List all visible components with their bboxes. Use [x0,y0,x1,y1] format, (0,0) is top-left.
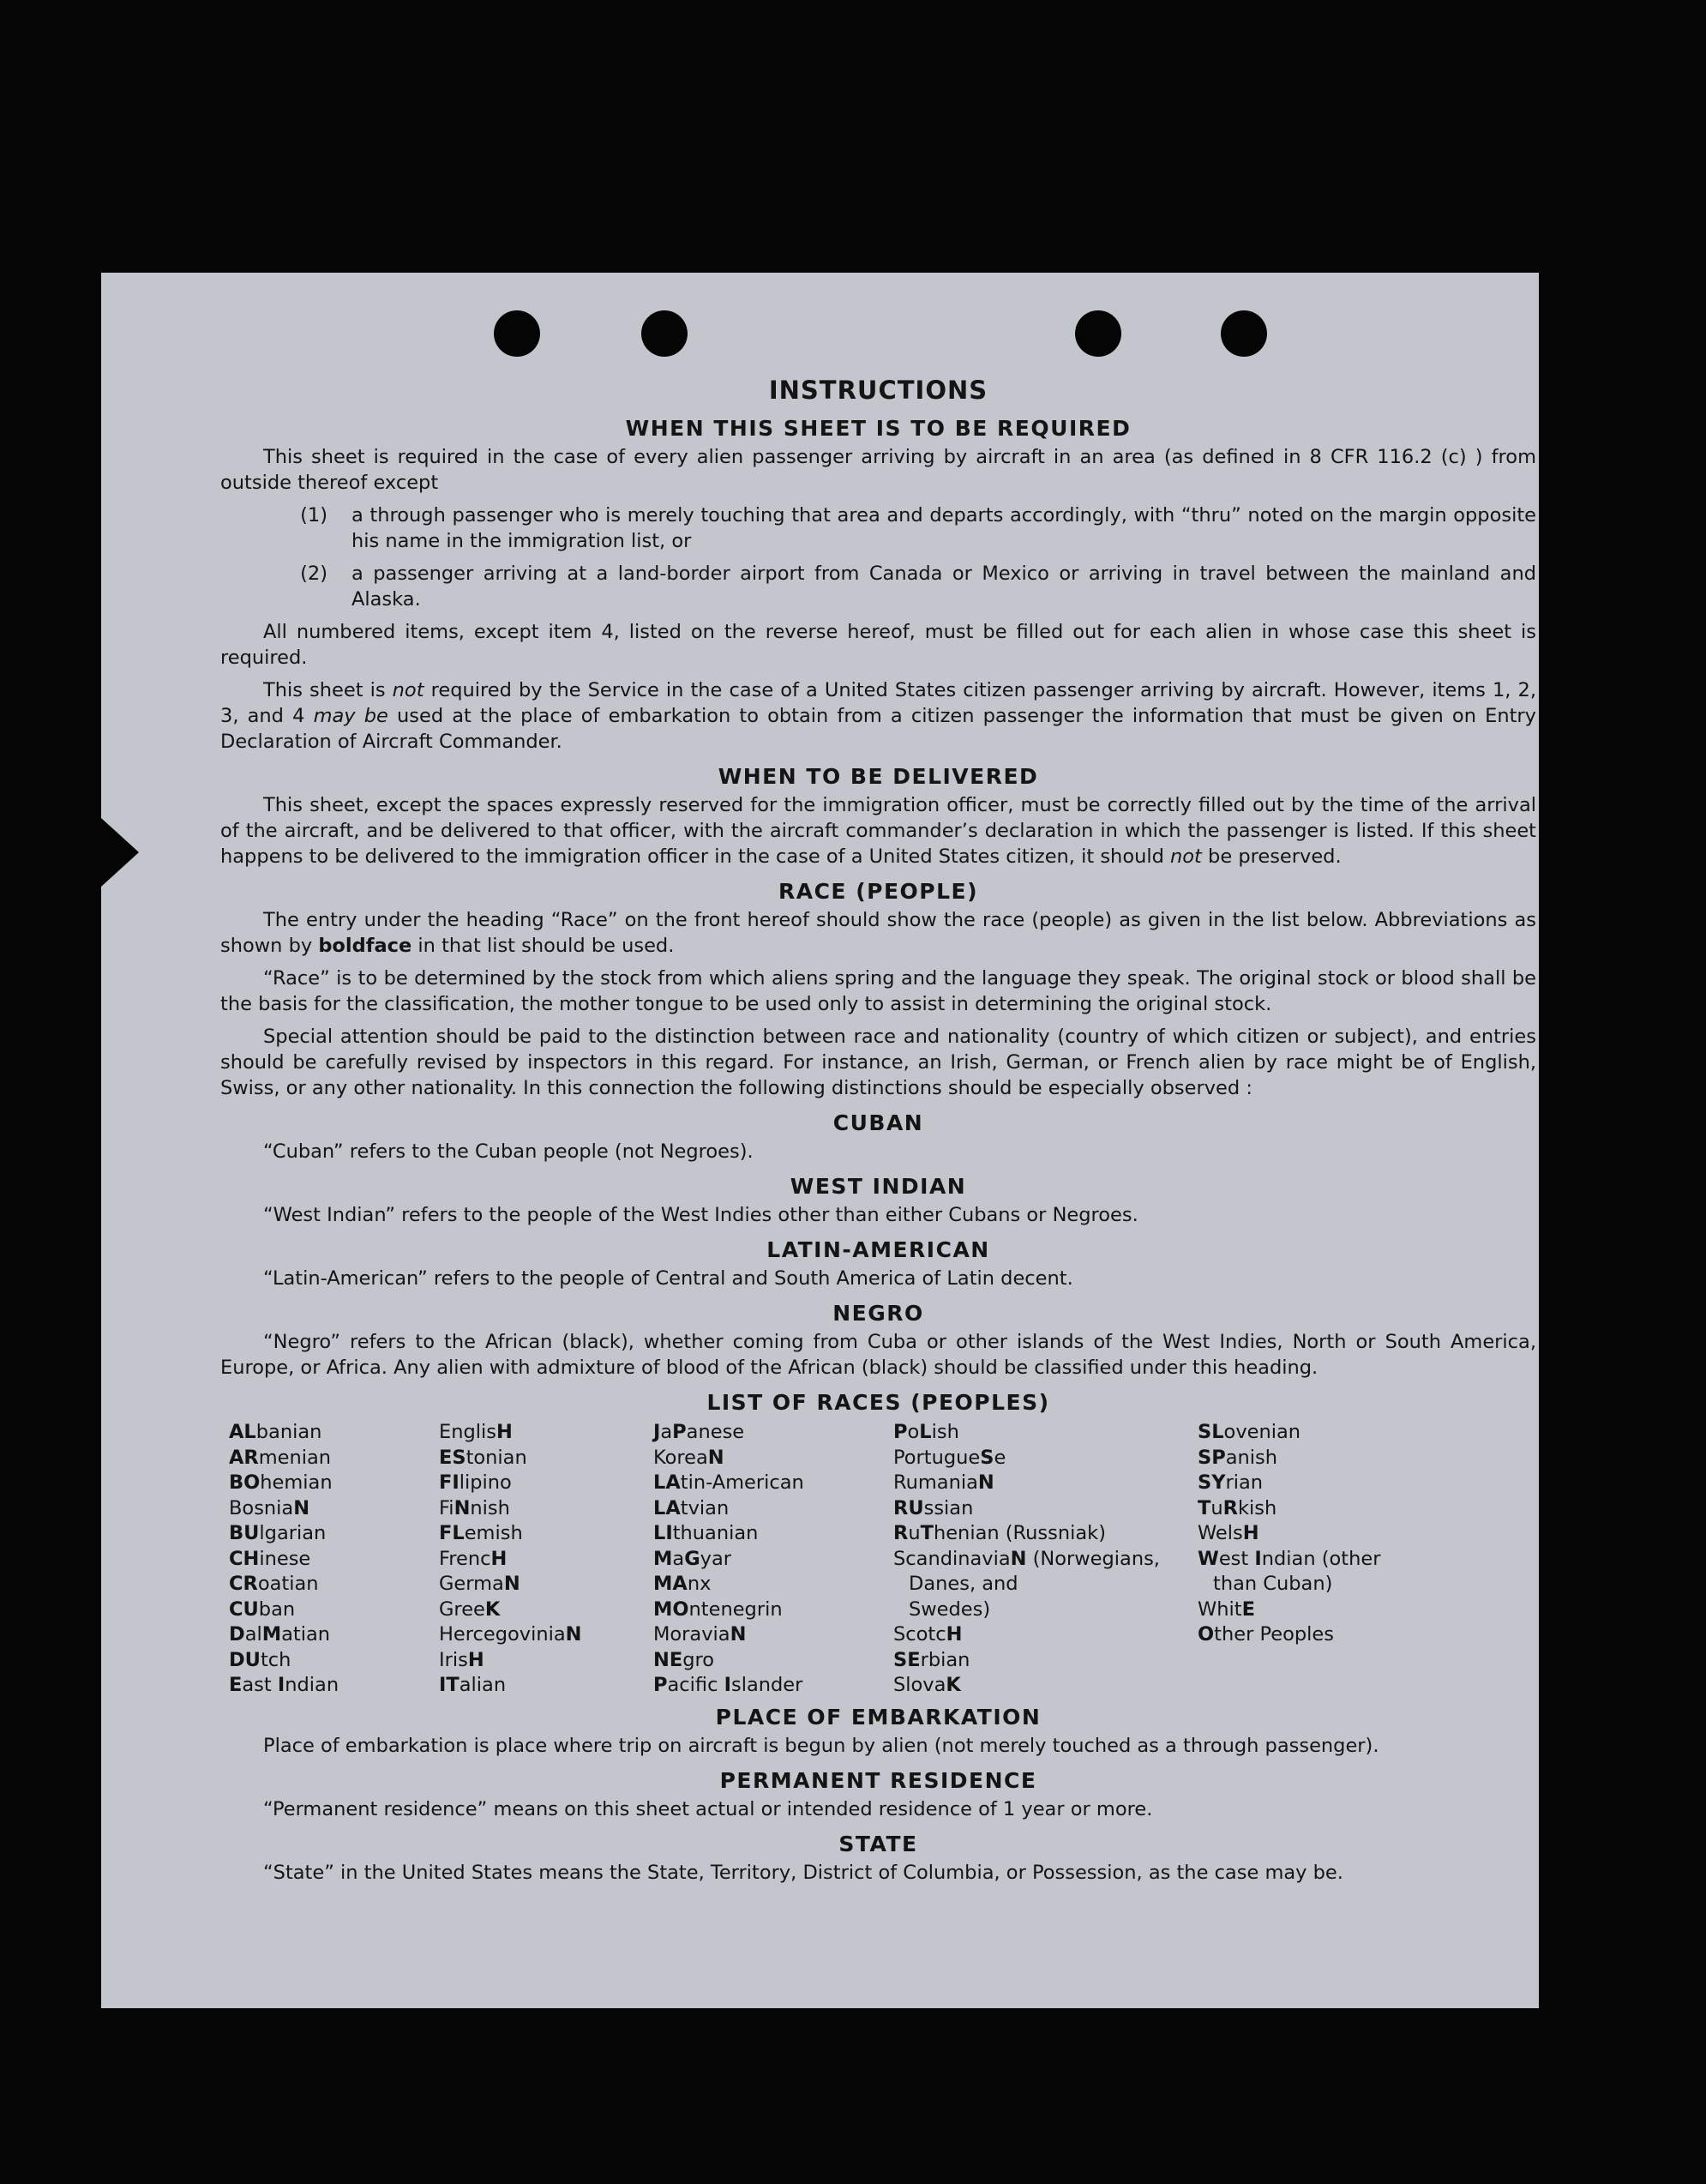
race-entry [1198,1622,1412,1648]
paragraph [220,792,1536,869]
race-text: Whit [1198,1597,1242,1621]
race-text: e [994,1446,1006,1469]
race-entry [653,1673,893,1699]
race-entry [653,1471,893,1496]
race-text: LA [653,1471,681,1494]
race-entry [229,1622,439,1648]
race-text: D [229,1623,245,1646]
race-text: NE [653,1648,683,1671]
paragraph [220,677,1536,755]
race-text: ast [242,1674,278,1696]
race-text: Danes, and [909,1573,1018,1595]
race-entry [439,1547,653,1573]
race-text: CU [229,1597,259,1621]
paragraph: “Latin-American” refers to the people of Central and South America of Latin decent. [263,1267,1073,1290]
race-text: S [980,1446,994,1469]
race-text: est [1218,1547,1255,1570]
race-text: lgarian [259,1522,327,1544]
race-text: Englis [439,1421,496,1443]
race-entry [439,1597,653,1623]
text-run: not [392,679,424,701]
race-text: IT [439,1674,460,1696]
race-entry [1198,1446,1412,1471]
heading-embarkation: PLACE OF EMBARKATION [715,1704,1042,1730]
race-text: menian [258,1446,332,1469]
punch-hole [1075,310,1121,357]
race-entry [893,1673,1198,1699]
text-run: be preserved. [1201,845,1342,868]
punch-hole [641,310,688,357]
race-text: a [672,1547,685,1570]
race-entry [439,1648,653,1674]
item-text: a passenger arriving at a land-border airport from Canada or Mexico or arriving in travel between the mainland and Alaska. [351,563,1536,611]
paragraph: “Permanent residence” means on this sheet actual or intended residence of 1 year or more. [263,1797,1153,1820]
race-text: N [1010,1547,1027,1570]
race-text: tch [260,1648,291,1671]
race-text: Hercegovinia [439,1623,566,1646]
race-text: ban [258,1597,296,1621]
paragraph: “Negro” refers to the African (black), whether coming from Cuba or other islands of the West Indies, North or South America, Europe, or Africa. Any alien with admixture of blood of the African (black) should be classified under this heading. [220,1331,1536,1379]
race-text: Scandinavia [893,1547,1011,1570]
text-run: The entry under the heading “Race” on the front hereof should show the race (people) as given in the list below. Abbreviations as shown by [220,909,1536,957]
races-column [653,1420,893,1699]
race-text: Korea [653,1446,708,1469]
race-text: G [684,1547,700,1570]
text-run: used at the place of embarkation to obtain from a citizen passenger the information that must be given on Entry Declaration of Aircraft Commander. [220,705,1536,753]
paragraph: This sheet is required in the case of every alien passenger arriving by aircraft in an area (as defined in 8 CFR 116.2 (c) ) from outside thereof except [220,446,1536,494]
paragraph: “West Indian” refers to the people of the West Indies other than either Cubans or Negroes. [263,1204,1138,1226]
race-entry [893,1420,1198,1446]
race-text: T [1198,1496,1211,1519]
heading-latin-american: LATIN-AMERICAN [766,1237,990,1262]
race-text: ntenegrin [688,1597,783,1621]
race-text: Swedes) [909,1597,991,1621]
heading-negro: NEGRO [832,1301,924,1326]
race-text: N [293,1496,310,1519]
race-text: ish [931,1421,959,1443]
race-text: slander [730,1674,803,1696]
race-text: ovenian [1223,1421,1301,1443]
race-text: anese [686,1421,745,1443]
race-text: gro [682,1648,715,1671]
race-text: P [672,1421,687,1443]
race-text: SE [893,1648,921,1671]
text-run: in that list should be used. [411,935,675,957]
race-entry [653,1622,893,1648]
race-entry [653,1572,893,1597]
race-text: tonian [466,1446,527,1469]
race-text: ssian [923,1496,974,1519]
race-entry [229,1471,439,1496]
race-entry [229,1446,439,1471]
text-run: may be [313,705,388,727]
punch-hole [1221,310,1267,357]
race-entry [229,1572,439,1597]
race-text: N [977,1471,994,1494]
race-text: Wels [1198,1522,1243,1544]
race-text: BO [229,1471,261,1494]
heading-cuban: CUBAN [832,1110,924,1135]
race-entry [893,1446,1198,1471]
race-text: DU [229,1648,261,1671]
heading-west-indian: WEST INDIAN [790,1174,967,1199]
race-text: atian [281,1623,331,1646]
race-text: rian [1225,1471,1264,1494]
race-text: AL [229,1421,256,1443]
race-text: lipino [459,1471,512,1494]
race-text: Germa [439,1573,504,1595]
race-text: H [490,1547,508,1570]
race-text: anish [1225,1446,1277,1469]
paragraph: “Cuban” refers to the Cuban people (not Negroes). [263,1140,754,1163]
race-text: CR [229,1573,258,1595]
text-run: required by the Service in the case of a United States citizen passenger arriving by aircraft. However, items 1, 2, 3, and 4 [220,679,1536,727]
race-text: o [907,1421,920,1443]
race-text: P [653,1674,668,1696]
race-text: tin-American [680,1471,804,1494]
race-entry [653,1496,893,1522]
race-text: MA [653,1573,688,1595]
race-text: hemian [260,1471,333,1494]
race-text: AR [229,1446,259,1469]
race-text: BU [229,1522,260,1544]
race-entry [893,1496,1198,1522]
races-list [229,1420,1536,1699]
race-entry [1198,1521,1412,1547]
race-text: than Cuban) [1213,1573,1333,1595]
race-entry [1198,1547,1412,1573]
race-text: N [503,1573,520,1595]
race-entry [229,1547,439,1573]
race-text: Scotc [893,1623,946,1646]
race-text: N [707,1446,724,1469]
item-number: (1) [300,504,327,526]
race-text: E [229,1674,243,1696]
race-text: K [946,1674,961,1696]
race-entry [439,1572,653,1597]
race-entry [1198,1471,1412,1496]
race-text: L [919,1421,932,1443]
race-entry [229,1420,439,1446]
race-text: SL [1198,1421,1224,1443]
race-entry [439,1496,653,1522]
document-sheet [101,273,1539,2008]
race-text: Moravia [653,1623,730,1646]
race-entry [1198,1420,1412,1446]
race-text: MO [653,1597,689,1621]
race-entry [893,1597,1198,1623]
race-entry [229,1496,439,1522]
race-text: O [1198,1623,1215,1646]
race-text: CH [229,1547,260,1570]
race-text: I [1254,1547,1262,1570]
race-entry [893,1648,1198,1674]
race-text: (Norwegians, [1026,1547,1160,1570]
race-text: Rumania [893,1471,978,1494]
race-text: M [261,1623,282,1646]
heading-when-required: WHEN THIS SHEET IS TO BE REQUIRED [625,416,1132,441]
races-column [439,1420,653,1699]
race-text: alian [459,1674,507,1696]
paragraph: “Race” is to be determined by the stock from which aliens spring and the language they speak. The original stock or blood shall be the basis for the classification, the mother tongue to be used only to assist in determining the original stock. [220,967,1536,1015]
race-entry [229,1673,439,1699]
paragraph: “State” in the United States means the State, Territory, District of Columbia, or Possession, as the case may be. [263,1861,1343,1884]
race-text: J [653,1421,661,1443]
numbered-item [220,502,1536,554]
race-entry [229,1648,439,1674]
race-text: Fi [439,1496,454,1519]
race-text: kish [1237,1496,1277,1519]
race-text: P [893,1421,908,1443]
instructions-body [220,377,1536,1892]
paragraph: Special attention should be paid to the distinction between race and nationality (country of which citizen or subject), and entries should be carefully revised by inspectors in this regard. For instance, an Irish, German, or French alien by race might be of English, Swiss, or any other nationality. In this connection the following distinctions should be especially observed : [220,1026,1536,1099]
race-entry [439,1471,653,1496]
race-text: oatian [257,1573,319,1595]
race-entry [1198,1597,1412,1623]
heading-permanent-residence: PERMANENT RESIDENCE [719,1767,1037,1793]
item-number: (2) [300,563,327,585]
text-run: This sheet is [263,679,393,701]
race-text: thuanian [672,1522,759,1544]
race-entry [893,1471,1198,1496]
race-text: henian (Russniak) [933,1522,1106,1544]
races-column [893,1420,1198,1699]
race-text: E [1241,1597,1255,1621]
race-text: emish [464,1522,523,1544]
race-text: Frenc [439,1547,491,1570]
race-text: RU [893,1496,924,1519]
race-text: al [244,1623,262,1646]
race-text: banian [255,1421,322,1443]
race-entry [439,1673,653,1699]
numbered-item [220,561,1536,612]
race-text: N [454,1496,471,1519]
torn-edge [101,818,139,887]
text-run: not [1170,845,1202,868]
race-text: I [724,1674,731,1696]
race-text: W [1198,1547,1219,1570]
race-text: H [467,1648,484,1671]
heading-list-of-races: LIST OF RACES (PEOPLES) [706,1390,1050,1415]
text-run: boldface [318,935,412,957]
race-text: SP [1198,1446,1226,1469]
race-text: FI [439,1471,460,1494]
race-entry [653,1420,893,1446]
race-text: u [1210,1496,1223,1519]
race-text: H [946,1623,963,1646]
race-text: Gree [439,1597,485,1621]
page-title: INSTRUCTIONS [768,376,988,405]
race-text: H [1242,1522,1259,1544]
race-text: LA [653,1496,681,1519]
races-column [1198,1420,1412,1699]
race-text: ndian [285,1674,339,1696]
race-entry [653,1521,893,1547]
race-text: N [730,1623,747,1646]
item-text: a through passenger who is merely touching that area and departs accordingly, with “thru” noted on the margin opposite his name in the immigration list, or [351,504,1536,552]
race-entry [893,1521,1198,1547]
race-entry [229,1521,439,1547]
race-text: ndian (other [1261,1547,1381,1570]
race-text: a [660,1421,673,1443]
race-text: ES [439,1446,466,1469]
race-entry [1198,1496,1412,1522]
race-text: Iris [439,1648,468,1671]
race-text: acific [667,1674,724,1696]
race-entry [653,1547,893,1573]
race-text: Bosnia [229,1496,294,1519]
paragraph [220,907,1536,959]
race-entry [893,1622,1198,1648]
races-column [229,1420,439,1699]
race-text: u [908,1522,921,1544]
heading-state: STATE [838,1831,918,1856]
race-text: K [484,1597,501,1621]
race-entry [439,1446,653,1471]
race-text: tvian [680,1496,730,1519]
race-text: H [496,1421,513,1443]
race-text: ther Peoples [1214,1623,1334,1646]
race-text: rbian [920,1648,970,1671]
race-text: N [565,1623,582,1646]
race-text: M [653,1547,673,1570]
race-text: SY [1198,1471,1226,1494]
race-text: LI [653,1522,673,1544]
race-text: yar [700,1547,732,1570]
race-text: nish [470,1496,510,1519]
punch-hole [494,310,540,357]
paragraph: Place of embarkation is place where trip on aircraft is begun by alien (not merely touched as a through passenger). [263,1734,1379,1757]
text-run: This sheet, except the spaces expressly reserved for the immigration officer, must be correctly filled out by the time of the arrival of the aircraft, and be delivered to that officer, with the aircraft commander’s declaration in which the passenger is listed. If this sheet happens to be delivered to the immigration officer in the case of a United States citizen, it should [220,794,1536,868]
heading-race: RACE (PEOPLE) [778,879,979,904]
race-text: nx [687,1573,712,1595]
race-text: I [277,1674,285,1696]
race-entry [439,1622,653,1648]
race-entry [439,1521,653,1547]
race-text: R [893,1522,909,1544]
race-entry [893,1547,1198,1573]
race-entry [653,1648,893,1674]
race-entry [893,1572,1198,1597]
race-text: inese [259,1547,311,1570]
race-entry [1198,1572,1412,1597]
race-text: Slova [893,1674,946,1696]
paragraph: All numbered items, except item 4, listed on the reverse hereof, must be filled out for each alien in whose case this sheet is required. [220,621,1536,669]
race-text: FL [439,1522,465,1544]
race-entry [439,1420,653,1446]
race-text: R [1222,1496,1238,1519]
race-text: Portugue [893,1446,981,1469]
race-text: T [920,1522,934,1544]
race-entry [653,1597,893,1623]
race-entry [653,1446,893,1471]
heading-when-delivered: WHEN TO BE DELIVERED [718,764,1039,789]
race-entry [229,1597,439,1623]
